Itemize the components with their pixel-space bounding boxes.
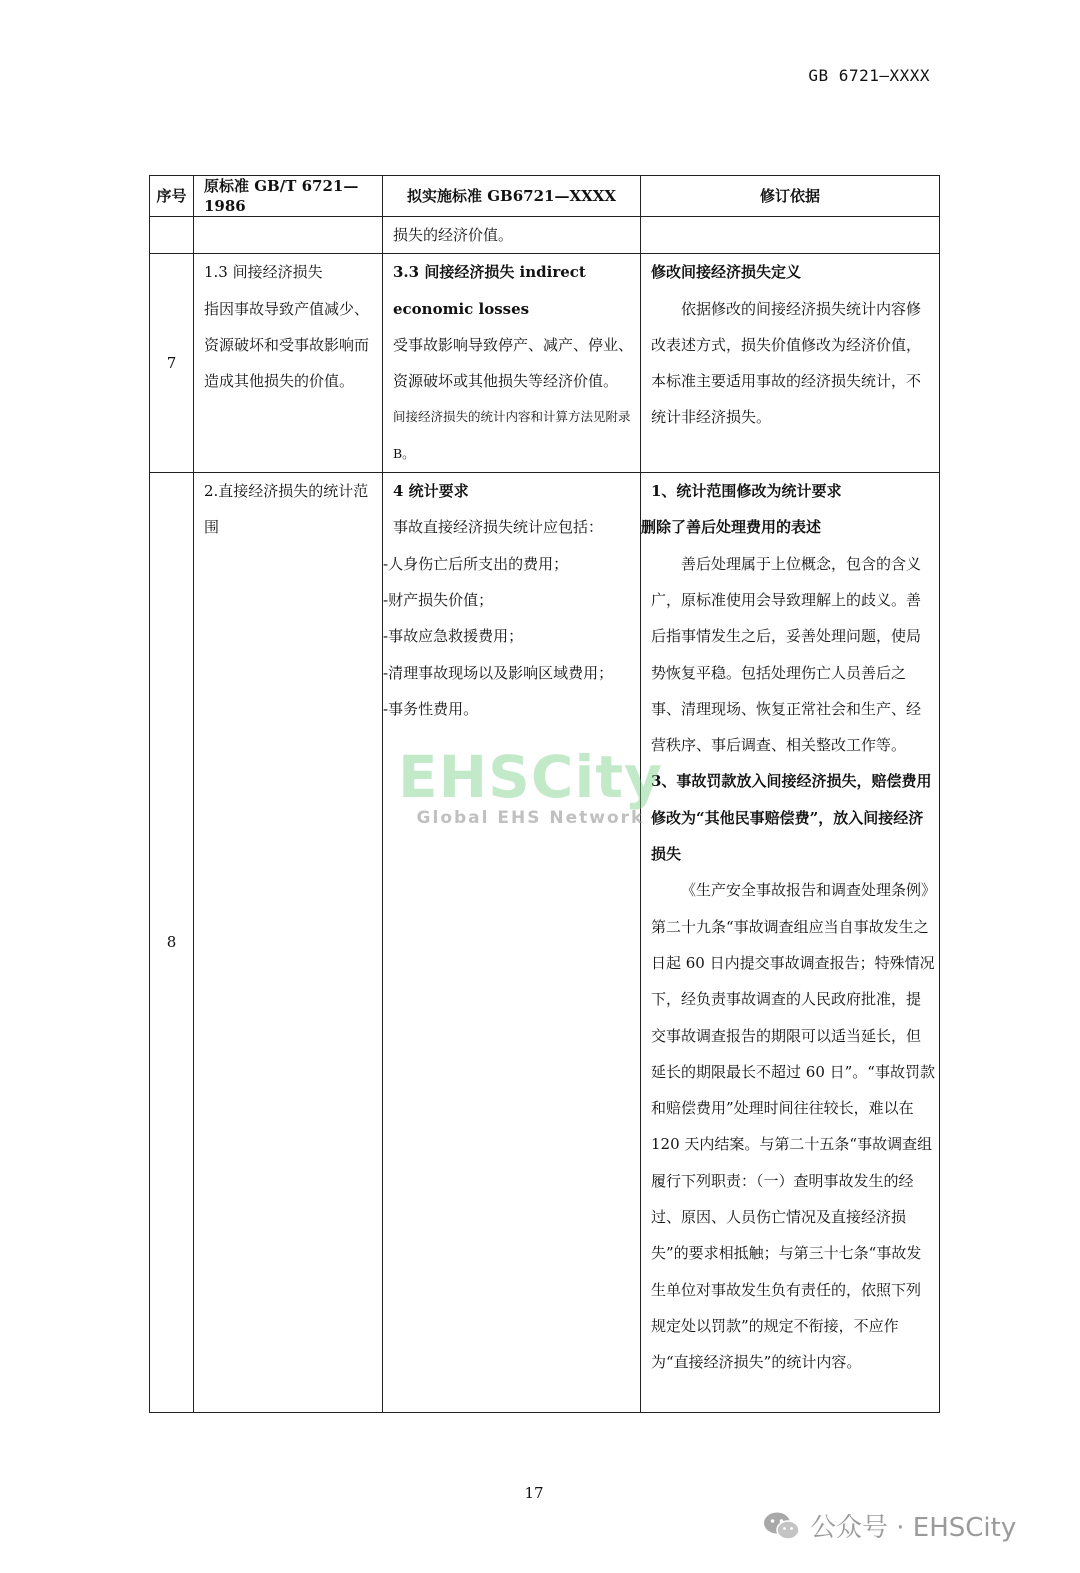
- new-clause-note: 间接经济损失的统计内容和计算方法见附录B。: [393, 409, 631, 461]
- list-item: -人身伤亡后所支出的费用；: [383, 554, 569, 573]
- page-number: 17: [524, 1484, 544, 1502]
- list-item: -财产损失价值；: [383, 590, 494, 609]
- basis-point-1: 1、统计范围修改为统计要求: [651, 482, 842, 501]
- basis-cell: [641, 217, 940, 254]
- new-cell: [383, 473, 641, 1413]
- new-text: 损失的经济价值。: [393, 226, 514, 244]
- row-num: [150, 217, 194, 254]
- table-row: [150, 254, 940, 473]
- original-cell: [194, 254, 383, 473]
- original-cell: [194, 217, 383, 254]
- new-cell: [383, 254, 641, 473]
- new-clause-title: 3.3 间接经济损失 indirect economic losses: [393, 263, 586, 318]
- watermark-brand: EHSCity: [398, 743, 663, 811]
- new-clause-body: 受事故影响导致停产、减产、停业、资源破坏或其他损失等经济价值。: [393, 335, 634, 391]
- list-item: -事故应急救援费用；: [383, 627, 524, 646]
- original-clause-title: 2.直接经济损失的统计范围: [204, 482, 369, 537]
- basis-point-2: 删除了善后处理费用的表述: [641, 518, 822, 537]
- table-row: [150, 217, 940, 254]
- list-item: -事务性费用。: [383, 699, 479, 718]
- col-header-original: 原标准 GB/T 6721—1986: [194, 176, 383, 217]
- new-cell: [383, 217, 641, 254]
- original-clause-body: 指因事故导致产值减少、资源破坏和受事故影响而造成其他损失的价值。: [204, 299, 370, 391]
- col-header-basis: 修订依据: [641, 176, 940, 217]
- list-item: -清理事故现场以及影响区域费用；: [383, 663, 614, 682]
- basis-paragraph: 《生产安全事故报告和调查处理条例》第二十九条“事故调查组应当自事故发生之日起 60 日内提交事故调查报告；特殊情况下，经负责事故调查的人民政府批准，提交事故调查报告的期限可以适当延长，但延长的期限最长不超过 60 日”。“事故罚款和赔偿费用”处理时间往往较长，难以在 120 天内结案。与第二十五条“事故调查组履行下列职责：（一）查明事故发生的经过、原因、人员伤亡情况及直接经济损失”的要求相抵触；与第三十七条“事故发生单位对事故发生负有责任的，依照下列规定处以罚款”的规定不衔接，不应作为“直接经济损失”的统计内容。: [651, 881, 935, 1372]
- new-clause-title: 4 统计要求: [393, 482, 469, 501]
- row-num: 7: [150, 254, 194, 473]
- basis-cell: [641, 254, 940, 473]
- basis-body: 依据修改的间接经济损失统计内容修改表述方式，损失价值修改为经济价值，本标准主要适用事故的经济损失统计，不统计非经济损失。: [651, 299, 922, 427]
- footer-text: 公众号 · EHSCity: [810, 1513, 1017, 1543]
- revision-table: [149, 175, 940, 1413]
- table-header-row: [150, 176, 940, 217]
- wechat-icon: [762, 1510, 802, 1542]
- document-code: GB 6721—XXXX: [808, 66, 930, 85]
- basis-cell: [641, 473, 940, 1413]
- new-clause-intro: 事故直接经济损失统计应包括：: [393, 518, 604, 537]
- col-header-new: 拟实施标准 GB6721—XXXX: [383, 176, 641, 217]
- original-cell: [194, 473, 383, 1413]
- basis-paragraph: 善后处理属于上位概念，包含的含义广，原标准使用会导致理解上的歧义。善后指事情发生之后，妥善处理问题，使局势恢复平稳。包括处理伤亡人员善后之事、清理现场、恢复正常社会和生产、经营秩序、事后调查、相关整改工作等。: [651, 554, 922, 755]
- col-header-num: 序号: [150, 176, 194, 217]
- basis-point-3: 3、事故罚款放入间接经济损失，赔偿费用修改为“其他民事赔偿费”，放入间接经济损失: [651, 772, 932, 864]
- watermark-tagline: Global EHS Network: [416, 808, 645, 828]
- original-clause-title: 1.3 间接经济损失: [204, 263, 323, 282]
- basis-title: 修改间接经济损失定义: [651, 263, 802, 282]
- table-row: [150, 473, 940, 1413]
- row-num: 8: [150, 473, 194, 1413]
- footer-watermark: [762, 1507, 1016, 1544]
